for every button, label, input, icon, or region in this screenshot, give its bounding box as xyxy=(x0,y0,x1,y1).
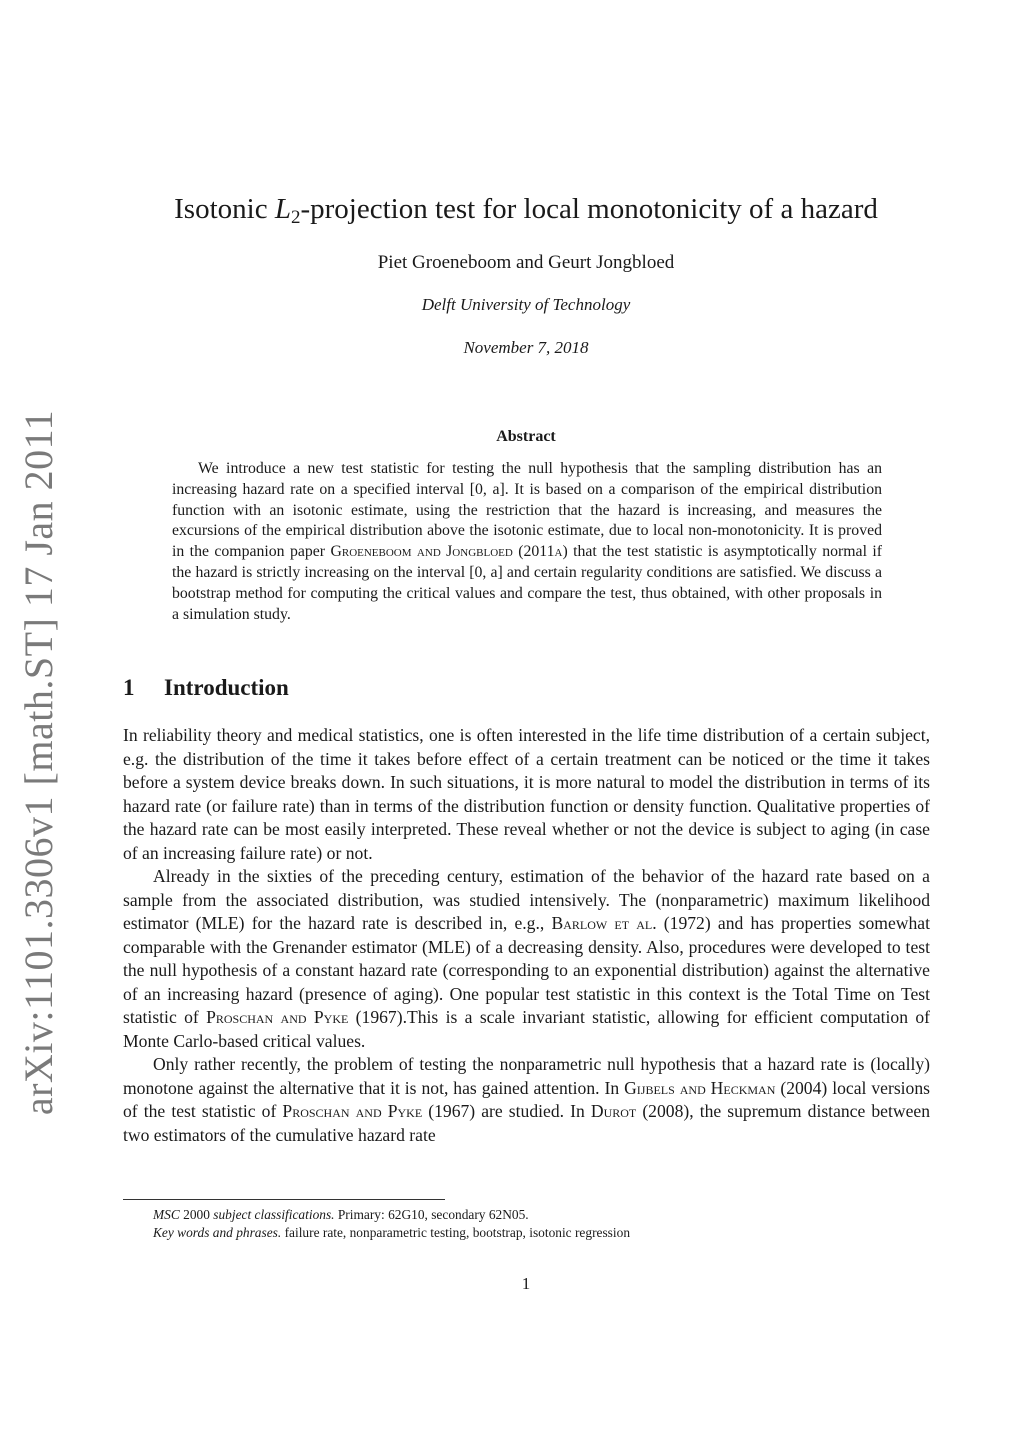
abstract-text-2: (2011 xyxy=(512,543,555,561)
footnote-keywords-text: failure rate, nonparametric testing, bootstrap, isotonic regression xyxy=(281,1225,631,1240)
citation-proschan-pyke: Proschan and Pyke xyxy=(206,1007,349,1027)
title-after: -projection test for local monotonicity of a hazard xyxy=(300,193,878,225)
paragraph-3 xyxy=(123,1053,930,1147)
title-math-symbol: L xyxy=(274,193,291,225)
paragraph-2 xyxy=(123,865,930,1053)
paper-title xyxy=(120,192,932,226)
paragraph-3-text-d: (2008), the supremum distance between two estimators of the cumulative hazard rate xyxy=(123,1101,930,1145)
page-number: 1 xyxy=(521,1274,531,1293)
section-heading xyxy=(123,675,289,701)
footnote-keywords xyxy=(123,1224,930,1242)
footnote-msc-text: Primary: 62G10, secondary 62N05. xyxy=(334,1207,529,1222)
paragraph-2-text-b: (1972) and has properties somewhat comparable with the Grenander estimator (MLE) of a decreasing density. Also, procedures were developed to test the null hypothesis of a constant hazard rate (corresponding to an exponential distribution) against the alternative of an increasing hazard (presence of aging). One popular test statistic in this context is the Total Time on Test statistic of xyxy=(123,913,930,1027)
paragraph-2-text-a: Already in the sixties of the preceding century, estimation of the behavior of the hazard rate based on a sample from the associated distribution, was studied intensively. The (nonparametric) maximum likelihood estimator (MLE) for the hazard rate is described in, e.g., xyxy=(123,866,930,933)
affiliation: Delft University of Technology xyxy=(421,295,631,314)
arxiv-identifier-text: arXiv:1101.3306v1 [math.ST] 17 Jan 2011 xyxy=(16,409,62,1115)
paragraph-3-text-b: (2004) local versions of the test statistic of xyxy=(123,1077,930,1121)
date: November 7, 2018 xyxy=(463,338,589,357)
citation-proschan-pyke-2: Proschan and Pyke xyxy=(282,1101,423,1121)
footnote-rule xyxy=(123,1199,445,1200)
paragraph-2-text-c: (1967).This is a scale invariant statistic, allowing for efficient computation of Monte Carlo-based critical values. xyxy=(123,1007,930,1051)
abstract-text xyxy=(172,459,882,625)
authors: Piet Groeneboom and Geurt Jongbloed xyxy=(377,252,675,273)
footnote-msc-label: MSC xyxy=(153,1207,180,1222)
title-before: Isotonic xyxy=(174,193,275,225)
section-number: 1 xyxy=(123,675,135,700)
citation-gijbels-heckman: Gijbels and Heckman xyxy=(624,1077,776,1098)
abstract-citation-suffix: a xyxy=(554,543,563,561)
abstract-citation: Groeneboom and Jongbloed xyxy=(330,543,513,561)
paragraph-3-text-c: (1967) are studied. In xyxy=(422,1101,591,1121)
footnote-keywords-label: Key words and phrases. xyxy=(153,1225,282,1240)
abstract-text-1: We introduce a new test statistic for testing the null hypothesis that the sampling distribution has an increasing hazard rate on a specified interval [0, a]. It is based on a comparison of the empirical distribution function with an isotonic estimate, using the restriction that the hazard is increasing, and measures the excursions of the empirical distribution above the isotonic estimate, due to local non-monotonicity. It is proved in the companion paper xyxy=(172,460,882,561)
abstract-heading: Abstract xyxy=(496,428,556,445)
footnote-msc-year: 2000 xyxy=(179,1207,214,1222)
footnote-msc-italic: subject classifications. xyxy=(213,1207,335,1222)
paragraph-3-text-a: Only rather recently, the problem of testing the nonparametric null hypothesis that a hazard rate is (locally) monotone against the alternative that it is not, has gained attention. In xyxy=(123,1054,930,1098)
section-title: Introduction xyxy=(164,675,289,700)
citation-durot: Durot xyxy=(590,1101,637,1121)
abstract-text-3: ) that the test statistic is asymptotically normal if the hazard is strictly increasing on the interval [0, a] and certain regularity conditions are satisfied. We discuss a bootstrap method for computing the critical values and compare the test, thus obtained, with other proposals in a simulation study. xyxy=(172,543,883,623)
paragraph-1: In reliability theory and medical statistics, one is often interested in the life time distribution of a certain subject, e.g. the distribution of the time it takes before effect of a certain treatment can be noticed or the time it takes before a system device breaks down. In such situations, it is more natural to model the distribution in terms of its hazard rate (or failure rate) than in terms of the distribution function or density function. Qualitative properties of the hazard rate can be most easily interpreted. These reveal whether or not the device is subject to aging (in case of an increasing failure rate) or not. xyxy=(123,725,930,863)
footnote-msc xyxy=(123,1206,930,1224)
arxiv-identifier-stamp xyxy=(6,409,72,1115)
citation-barlow: Barlow et al. xyxy=(551,913,657,933)
title-math-subscript: 2 xyxy=(290,207,301,228)
body-text xyxy=(123,724,930,1147)
